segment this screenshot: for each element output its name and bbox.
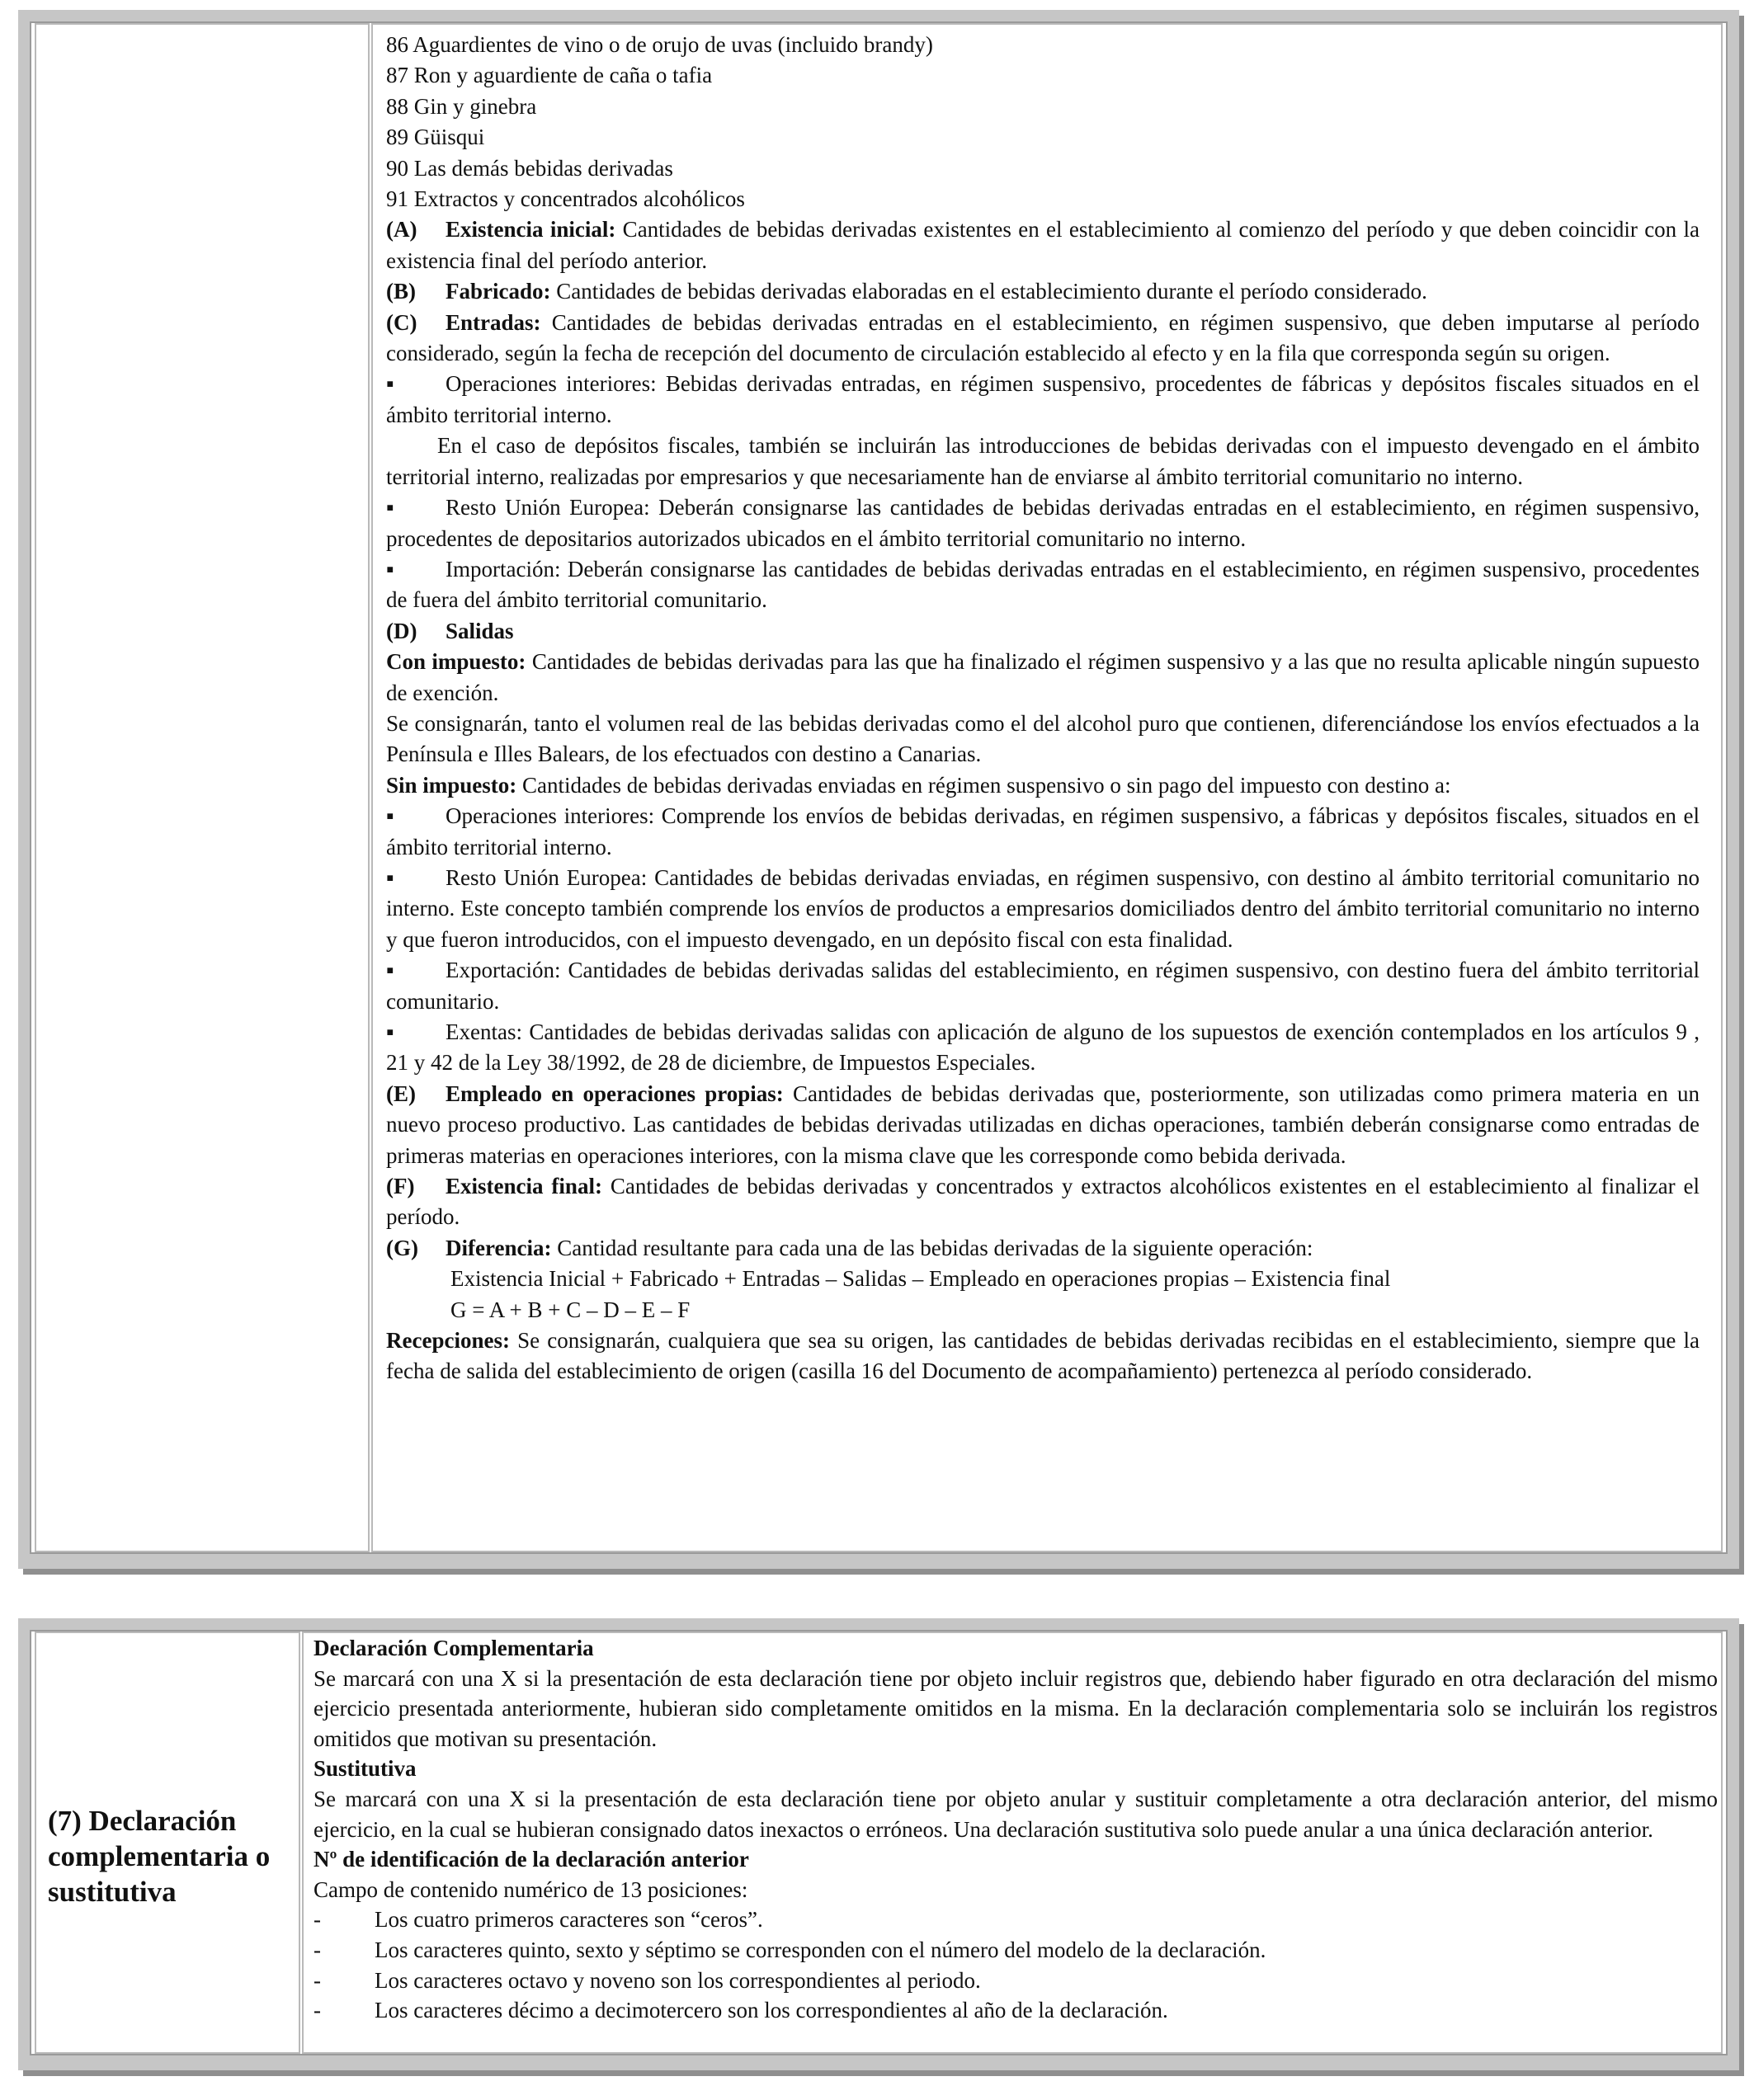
bullet-importacion: ▪ Importación: Deberán consignarse las cantidades de bebidas derivadas entradas en el establecimiento, en régimen suspensivo, procedentes de fuera del ámbito territorial comunitario.: [386, 554, 1700, 616]
para-recepciones: Recepciones: Se consignarán, cualquiera que sea su origen, las cantidades de bebidas derivadas recibidas en el establecimiento, siempre que la fecha de salida del establecimiento de origen (casilla 16 del Documento de acompañamiento) pertenezca al período considerado.: [386, 1328, 1700, 1384]
formula-symbolic: G = A + B + C – D – E – F: [450, 1297, 691, 1322]
para-existencia-inicial: (A) Existencia inicial: Cantidades de bebidas derivadas existentes en el establecimiento al comienzo del período y que deben coincidir con la existencia final del período anterior.: [386, 217, 1700, 273]
para-empleado-operaciones-propias: (E) Empleado en operaciones propias: Cantidades de bebidas derivadas que, posteriormente, son utilizadas como primera materia en un nuevo proceso productivo. Las cantidades de bebidas derivadas utilizadas en dichas operaciones, también deberán consignarse como entradas de primeras materias en operaciones interiores, con la misma clave que les corresponde como bebida derivada.: [386, 1081, 1700, 1168]
section-label-declaracion: (7) Declaración complementaria o sustitutiva: [48, 1805, 271, 1908]
para-entradas: (C) Entradas: Cantidades de bebidas derivadas entradas en el establecimiento, en régimen suspensivo, que deben imputarse al período considerado, según la fecha de recepción del documento de circulación establecido al efecto y en la fila que corresponda según su origen.: [386, 309, 1700, 366]
code-86: 86 Aguardientes de vino o de orujo de uvas (incluido brandy): [386, 32, 933, 57]
bullet-exportacion: ▪ Exportación: Cantidades de bebidas derivadas salidas del establecimiento, en régimen suspensivo, con destino fuera del ámbito territorial comunitario.: [386, 955, 1700, 1017]
para-identificacion: Campo de contenido numérico de 13 posiciones:: [314, 1876, 748, 1902]
bullet-icon: ▪: [386, 958, 394, 983]
para-depositos-fiscales: En el caso de depósitos fiscales, también se incluirán las introducciones de bebidas derivadas con el impuesto devengado en el ámbito territorial interno, realizadas por empresarios y que necesariamente han de enviarse al ámbito territorial comunitario no interno.: [386, 433, 1700, 489]
bullet-icon: ▪: [386, 803, 394, 829]
instructions-table-bottom: [30, 1630, 1728, 2055]
list-item: - Los cuatro primeros caracteres son “ceros”.: [314, 1907, 763, 1933]
para-salidas: (D) Salidas: [386, 618, 514, 643]
top-content: [386, 30, 1700, 1387]
heading-sustitutiva: Sustitutiva: [314, 1756, 417, 1782]
heading-complementaria: Declaración Complementaria: [314, 1636, 594, 1660]
para-con-impuesto: Con impuesto: Cantidades de bebidas derivadas para las que ha finalizado el régimen suspensivo y a las que no resulta aplicable ningún supuesto de exención.: [386, 649, 1700, 705]
list-item: - Los caracteres octavo y noveno son los correspondientes al periodo.: [314, 1967, 981, 1993]
code-90: 90 Las demás bebidas derivadas: [386, 155, 673, 181]
bullet-icon: ▪: [386, 1019, 394, 1044]
formula-text: Existencia Inicial + Fabricado + Entradas – Salidas – Empleado en operaciones propias – Existencia final: [450, 1266, 1391, 1292]
instructions-panel-bottom: [18, 1618, 1739, 2070]
code-91: 91 Extractos y concentrados alcohólicos: [386, 186, 745, 212]
para-sustitutiva: Se marcará con una X si la presentación de esta declaración tiene por objeto anular y sustituir completamente a otra declaración anterior, del mismo ejercicio, en la cual se hubieran consignado datos inexactos o erróneos. Una declaración sustitutiva solo puede anular a una única declaración anterior.: [314, 1786, 1718, 1842]
bullet-icon: ▪: [386, 495, 394, 520]
para-sin-impuesto: Sin impuesto: Cantidades de bebidas derivadas enviadas en régimen suspensivo o sin pago del impuesto con destino a:: [386, 772, 1451, 798]
para-diferencia: (G) Diferencia: Cantidad resultante para cada una de las bebidas derivadas de la siguiente operación:: [386, 1235, 1313, 1260]
code-87: 87 Ron y aguardiente de caña o tafia: [386, 63, 713, 88]
heading-identificacion: Nº de identificación de la declaración anterior: [314, 1847, 749, 1872]
bullet-resto-ue-salidas: ▪ Resto Unión Europea: Cantidades de bebidas derivadas enviadas, en régimen suspensivo, con destino al ámbito territorial comunitario no interno. Este concepto también comprende los envíos de productos a empresarios domiciliados dentro del ámbito territorial comunitario no interno y que fueron introducidos, con el impuesto devengado, en un depósito fiscal con esta finalidad.: [386, 863, 1700, 955]
bottom-content: [314, 1633, 1718, 2026]
code-88: 88 Gin y ginebra: [386, 93, 537, 119]
instructions-table-top: [30, 21, 1728, 1554]
para-complementaria: Se marcará con una X si la presentación de esta declaración tiene por objeto incluir registros que, debiendo haber figurado en otra declaración del mismo ejercicio presentada anteriormente, hubieran sido completamente omitidos en la misma. En la declaración complementaria solo se incluirán los registros omitidos que motivan su presentación.: [314, 1665, 1718, 1751]
bullet-icon: ▪: [386, 371, 394, 397]
bullet-exentas: ▪ Exentas: Cantidades de bebidas derivadas salidas con aplicación de alguno de los supuestos de exención contemplados en los artículos 9 , 21 y 42 de la Ley 38/1992, de 28 de diciembre, de Impuestos Especiales.: [386, 1017, 1700, 1079]
para-con-impuesto-detalle: Se consignarán, tanto el volumen real de las bebidas derivadas como el del alcohol puro que contienen, diferenciándose los envíos efectuados a la Península e Illes Balears, de los efectuados con destino a Canarias.: [386, 710, 1700, 767]
bullet-operaciones-interiores-salidas: ▪ Operaciones interiores: Comprende los envíos de bebidas derivadas, en régimen suspensivo, a fábricas y depósitos fiscales, situados en el ámbito territorial interno.: [386, 801, 1700, 863]
list-item: - Los caracteres quinto, sexto y séptimo se corresponden con el número del modelo de la declaración.: [314, 1937, 1266, 1962]
para-existencia-final: (F) Existencia final: Cantidades de bebidas derivadas y concentrados y extractos alcohólicos existentes en el establecimiento al finalizar el período.: [386, 1174, 1700, 1230]
list-item: - Los caracteres décimo a decimotercero son los correspondientes al año de la declaración.: [314, 1998, 1168, 2023]
para-fabricado: (B) Fabricado: Cantidades de bebidas derivadas elaboradas en el establecimiento durante el período considerado.: [386, 279, 1427, 304]
bullet-operaciones-interiores-entradas: ▪ Operaciones interiores: Bebidas derivadas entradas, en régimen suspensivo, procedentes de fábricas y depósitos fiscales situados en el ámbito territorial interno.: [386, 369, 1700, 431]
instructions-panel-top: [18, 10, 1739, 1569]
label-cell: [35, 1632, 300, 2054]
code-89: 89 Güisqui: [386, 125, 485, 150]
label-cell-empty: [35, 23, 370, 1552]
bullet-icon: ▪: [386, 556, 394, 582]
bullet-icon: ▪: [386, 864, 394, 890]
bullet-resto-ue-entradas: ▪ Resto Unión Europea: Deberán consignarse las cantidades de bebidas derivadas entradas en el establecimiento, en régimen suspensivo, procedentes de depositarios autorizados ubicados en el ámbito territorial comunitario no interno.: [386, 492, 1700, 554]
